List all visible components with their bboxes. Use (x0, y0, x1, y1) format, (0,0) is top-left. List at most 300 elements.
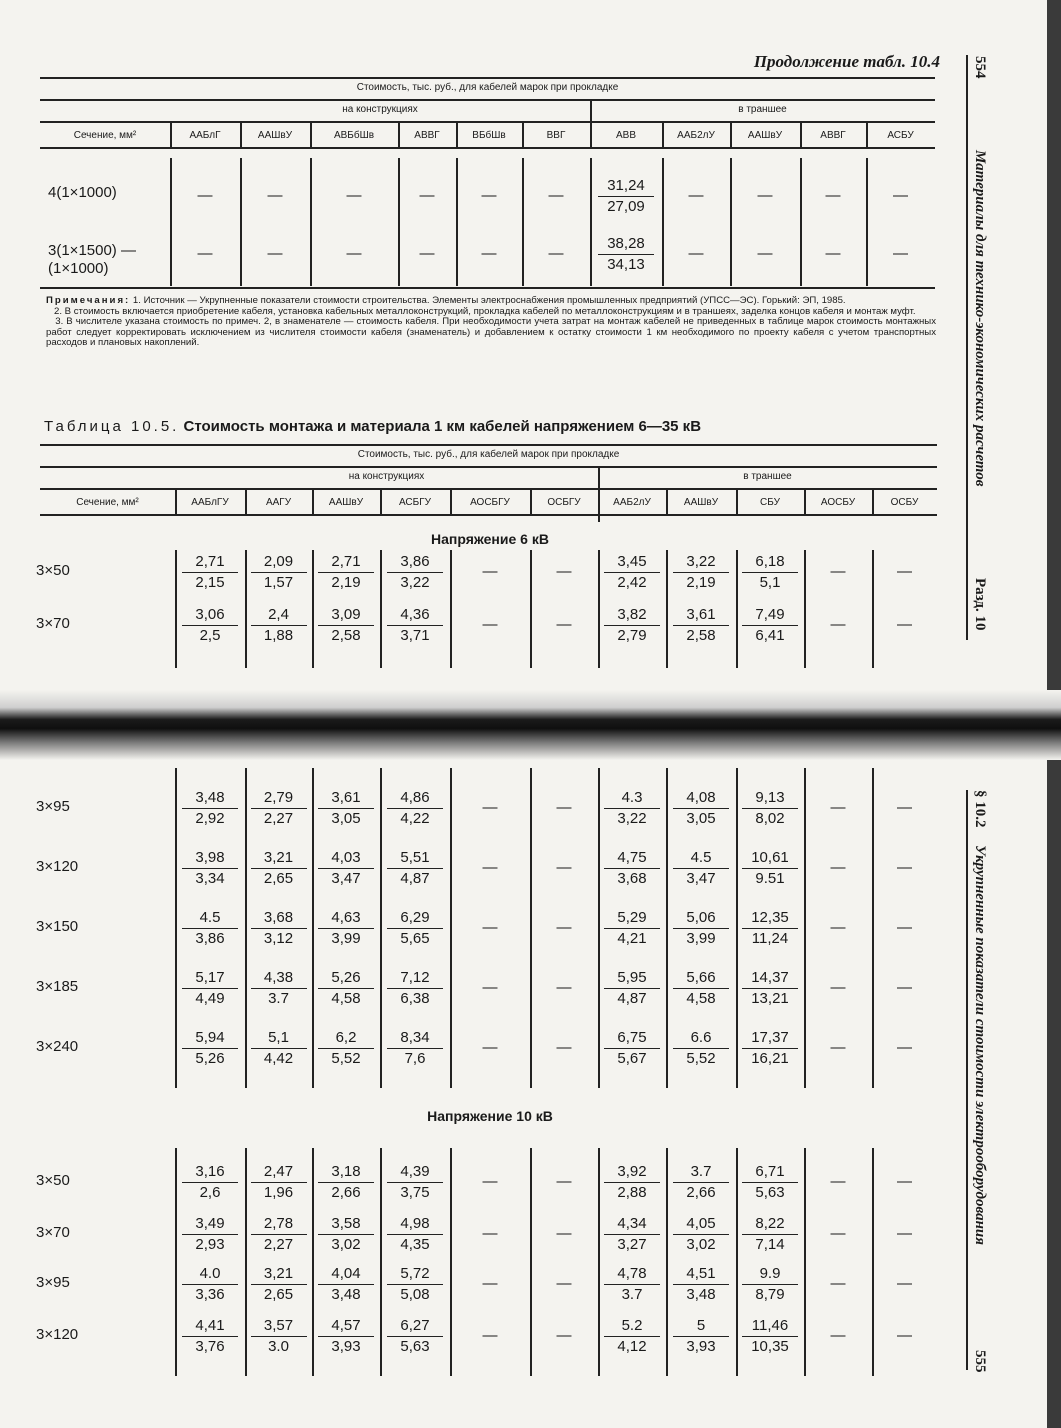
value-fraction (387, 1264, 443, 1305)
table-10-5-title (44, 418, 701, 435)
column-divider (398, 121, 400, 147)
numerator-installed-cost: 3,22 (686, 553, 716, 570)
row-label: 3×70 (36, 615, 70, 632)
column-header: ААГУ (265, 497, 292, 508)
value-fraction (742, 552, 798, 593)
value-fraction (318, 1214, 374, 1255)
denominator-cable-cost: 2,58 (318, 625, 374, 646)
empty-cell-dash: — (482, 799, 498, 816)
denominator-cable-cost: 4,35 (387, 1234, 443, 1255)
empty-cell-dash: — (893, 187, 908, 204)
column-header: ААШвУ (328, 497, 364, 508)
empty-cell-dash: — (897, 1039, 912, 1056)
group-header-trench: в траншее (738, 104, 787, 115)
denominator-cable-cost: 3,86 (182, 928, 238, 949)
empty-cell-dash: — (346, 187, 362, 204)
empty-cell-dash: — (830, 1039, 846, 1056)
denominator-cable-cost: 3,48 (673, 1284, 729, 1305)
empty-cell-dash: — (830, 616, 846, 633)
value-fraction (598, 234, 654, 275)
column-divider (872, 550, 874, 668)
numerator-installed-cost: 4.5 (690, 849, 712, 866)
column-divider (530, 488, 532, 514)
denominator-cable-cost: 2,27 (251, 1234, 307, 1255)
voltage-header-6kv: Напряжение 6 кВ (431, 531, 549, 547)
empty-cell-dash: — (825, 245, 841, 262)
denominator-cable-cost: 4,22 (387, 808, 443, 829)
numerator-installed-cost: 14,37 (751, 969, 789, 986)
empty-cell-dash: — (556, 563, 572, 580)
empty-cell-dash: — (830, 1327, 846, 1344)
empty-cell-dash: — (897, 979, 912, 996)
value-fraction (318, 968, 374, 1009)
value-fraction (182, 848, 238, 889)
value-fraction (604, 1028, 660, 1069)
numerator-installed-cost: 3,18 (331, 1163, 361, 1180)
numerator-installed-cost: 6.6 (690, 1029, 712, 1046)
denominator-cable-cost: 7,6 (387, 1048, 443, 1069)
empty-cell-dash: — (556, 1327, 572, 1344)
sidebar-rule-top (966, 55, 968, 640)
column-divider (175, 768, 177, 1088)
denominator-cable-cost: 5,67 (604, 1048, 660, 1069)
value-fraction (604, 1162, 660, 1203)
denominator-cable-cost: 2,66 (318, 1182, 374, 1203)
value-fraction (673, 968, 729, 1009)
value-fraction (387, 968, 443, 1009)
page-tear-divider (0, 690, 1061, 760)
value-fraction (673, 1316, 729, 1357)
voltage-header-10kv: Напряжение 10 кВ (427, 1108, 553, 1124)
value-fraction (251, 552, 307, 593)
denominator-cable-cost: 3,71 (387, 625, 443, 646)
numerator-installed-cost: 5,06 (686, 909, 716, 926)
table-rule (40, 147, 935, 149)
column-header: АОСБУ (820, 497, 856, 508)
denominator-cable-cost: 3,93 (318, 1336, 374, 1357)
numerator-installed-cost: 4,04 (331, 1265, 361, 1282)
empty-cell-dash: — (548, 245, 564, 262)
empty-cell-dash: — (481, 187, 497, 204)
denominator-cable-cost: 3,76 (182, 1336, 238, 1357)
empty-cell-dash: — (267, 245, 283, 262)
column-divider (866, 121, 868, 147)
empty-cell-dash: — (830, 1173, 846, 1190)
empty-cell-dash: — (830, 859, 846, 876)
column-divider (590, 158, 592, 286)
empty-cell-dash: — (481, 245, 497, 262)
column-divider (590, 99, 592, 147)
numerator-installed-cost: 4,41 (195, 1317, 225, 1334)
column-divider (662, 158, 664, 286)
column-header: ВВГ (546, 130, 566, 141)
denominator-cable-cost: 4,87 (387, 868, 443, 889)
denominator-cable-cost: 6,41 (742, 625, 798, 646)
numerator-installed-cost: 3,57 (263, 1317, 294, 1334)
numerator-installed-cost: 3,49 (195, 1215, 225, 1232)
table-rule (40, 99, 935, 101)
column-divider (736, 768, 738, 1088)
value-fraction (604, 848, 660, 889)
value-fraction (387, 788, 443, 829)
value-fraction (604, 1316, 660, 1357)
empty-cell-dash: — (482, 919, 498, 936)
denominator-cable-cost: 5,63 (742, 1182, 798, 1203)
numerator-installed-cost: 4,78 (617, 1265, 647, 1282)
column-divider (522, 158, 524, 286)
value-fraction (742, 1316, 798, 1357)
value-fraction (182, 1264, 238, 1305)
value-fraction (251, 1028, 307, 1069)
empty-cell-dash: — (482, 563, 498, 580)
empty-cell-dash: — (482, 616, 498, 633)
denominator-cable-cost: 3.7 (604, 1284, 660, 1305)
column-divider (380, 1148, 382, 1376)
table-rule (40, 444, 937, 446)
column-divider (598, 1148, 600, 1376)
empty-cell-dash: — (556, 1173, 572, 1190)
empty-cell-dash: — (482, 979, 498, 996)
value-fraction (742, 605, 798, 646)
value-fraction (387, 848, 443, 889)
column-divider (530, 1148, 532, 1376)
empty-cell-dash: — (830, 563, 846, 580)
row-label: 3×95 (36, 1274, 70, 1291)
value-fraction (251, 968, 307, 1009)
numerator-installed-cost: 7,49 (755, 606, 785, 623)
table-notes (46, 296, 936, 349)
value-fraction (251, 788, 307, 829)
numerator-installed-cost: 3.7 (690, 1163, 712, 1180)
denominator-cable-cost: 3,68 (604, 868, 660, 889)
numerator-installed-cost: 7,12 (400, 969, 430, 986)
value-fraction (318, 1264, 374, 1305)
empty-cell-dash: — (897, 1173, 912, 1190)
value-fraction (387, 1162, 443, 1203)
denominator-cable-cost: 2,92 (182, 808, 238, 829)
value-fraction (673, 605, 729, 646)
value-fraction (251, 1214, 307, 1255)
column-header: АВВГ (414, 130, 440, 141)
numerator-installed-cost: 12,35 (751, 909, 789, 926)
empty-cell-dash: — (897, 799, 912, 816)
value-fraction (251, 1316, 307, 1357)
value-fraction (182, 1316, 238, 1357)
value-fraction (318, 605, 374, 646)
table-rule (40, 514, 937, 516)
numerator-installed-cost: 2,71 (195, 553, 225, 570)
column-divider (662, 121, 664, 147)
row-label: 3×240 (36, 1038, 79, 1055)
denominator-cable-cost: 2,93 (182, 1234, 238, 1255)
column-divider (522, 121, 524, 147)
numerator-installed-cost: 3,82 (617, 606, 647, 623)
numerator-installed-cost: 3,58 (331, 1215, 361, 1232)
continuation-label: Продолжение табл. 10.4 (753, 52, 940, 71)
table-caption-group: Стоимость, тыс. руб., для кабелей марок при прокладке (357, 449, 620, 460)
numerator-installed-cost: 3,48 (195, 789, 225, 806)
table-title-text: Стоимость монтажа и материала 1 км кабелей напряжением 6—35 кВ (183, 418, 702, 435)
column-divider (245, 550, 247, 668)
empty-cell-dash: — (897, 859, 912, 876)
table-rule (40, 77, 935, 79)
numerator-installed-cost: 8,34 (400, 1029, 430, 1046)
numerator-installed-cost: 4,38 (263, 969, 294, 986)
denominator-cable-cost: 2,27 (251, 808, 307, 829)
empty-cell-dash: — (897, 1327, 912, 1344)
empty-cell-dash: — (548, 187, 564, 204)
table-rule (40, 466, 937, 468)
numerator-installed-cost: 5,17 (195, 969, 225, 986)
numerator-installed-cost: 5,66 (686, 969, 716, 986)
empty-cell-dash: — (556, 1039, 572, 1056)
numerator-installed-cost: 3,68 (263, 909, 294, 926)
empty-cell-dash: — (346, 245, 362, 262)
numerator-installed-cost: 9.9 (759, 1265, 781, 1282)
denominator-cable-cost: 3,99 (673, 928, 729, 949)
value-fraction (604, 605, 660, 646)
column-header: ОСБГУ (547, 497, 581, 508)
denominator-cable-cost: 2,5 (182, 625, 238, 646)
numerator-installed-cost: 9,13 (755, 789, 785, 806)
denominator-cable-cost: 3,22 (387, 572, 443, 593)
value-fraction (318, 908, 374, 949)
column-divider (736, 1148, 738, 1376)
numerator-installed-cost: 5,95 (617, 969, 647, 986)
empty-cell-dash: — (197, 187, 213, 204)
denominator-cable-cost: 3,93 (673, 1336, 729, 1357)
numerator-installed-cost: 17,37 (751, 1029, 789, 1046)
value-fraction (742, 968, 798, 1009)
empty-cell-dash: — (830, 979, 846, 996)
row-label: 3(1×1500) — (1×1000) (48, 242, 136, 277)
group-header-constructions: на конструкциях (342, 104, 418, 115)
column-divider (598, 550, 600, 668)
value-fraction (387, 605, 443, 646)
sidebar-rule-bottom (966, 790, 968, 1370)
column-divider (666, 768, 668, 1088)
value-fraction (604, 1264, 660, 1305)
denominator-cable-cost: 4,58 (318, 988, 374, 1009)
note-3: 3. В числителе указана стоимость по примеч. 2, в знаменателе — стоимость кабеля. При необходимости учета затрат на монтаж кабелей не приведенных в таблице марок стоимость монтажных работ следует корректировать исключением из числителя стоимости кабеля (знаменатель) и добавлением к остатку стоимости 1 км необходимого по проекту кабеля с учетом транспортных расходов и плановых накоплений. (46, 316, 936, 348)
group-header-constructions: на конструкциях (348, 471, 425, 482)
column-divider (804, 488, 806, 514)
empty-cell-dash: — (897, 616, 912, 633)
column-header: ВБбШв (472, 130, 506, 141)
column-header: ААБлГ (189, 130, 221, 141)
value-fraction (673, 552, 729, 593)
denominator-cable-cost: 5,52 (673, 1048, 729, 1069)
numerator-installed-cost: 8,22 (755, 1215, 785, 1232)
numerator-installed-cost: 6,71 (755, 1163, 785, 1180)
sidebar-title-bottom: Укрупненные показатели стоимости электрооборудования (972, 845, 988, 1245)
column-divider (398, 158, 400, 286)
numerator-installed-cost: 5,26 (331, 969, 361, 986)
value-fraction (673, 1264, 729, 1305)
column-divider (666, 488, 668, 514)
row-label: 3×185 (36, 978, 79, 995)
denominator-cable-cost: 5,08 (387, 1284, 443, 1305)
denominator-cable-cost: 3,75 (387, 1182, 443, 1203)
numerator-installed-cost: 3,45 (617, 553, 647, 570)
column-divider (666, 1148, 668, 1376)
value-fraction (251, 605, 307, 646)
denominator-cable-cost: 3,36 (182, 1284, 238, 1305)
column-header: ААШвУ (257, 130, 293, 141)
numerator-installed-cost: 4.3 (621, 789, 643, 806)
column-divider (245, 488, 247, 514)
empty-cell-dash: — (897, 1225, 912, 1242)
column-divider (310, 158, 312, 286)
empty-cell-dash: — (482, 1173, 498, 1190)
column-divider (380, 768, 382, 1088)
numerator-installed-cost: 2,47 (263, 1163, 294, 1180)
value-fraction (251, 1162, 307, 1203)
column-divider (736, 488, 738, 514)
denominator-cable-cost: 2,88 (604, 1182, 660, 1203)
column-divider (730, 121, 732, 147)
column-header: АВВГ (820, 130, 846, 141)
empty-cell-dash: — (482, 1039, 498, 1056)
empty-cell-dash: — (556, 1225, 572, 1242)
value-fraction (182, 1028, 238, 1069)
column-divider (872, 488, 874, 514)
column-header: АВБбШв (333, 130, 375, 141)
value-fraction (742, 1214, 798, 1255)
numerator-installed-cost: 4,08 (686, 789, 716, 806)
denominator-cable-cost: 27,09 (598, 196, 654, 217)
value-fraction (742, 908, 798, 949)
column-divider (730, 158, 732, 286)
value-fraction (742, 1264, 798, 1305)
denominator-cable-cost: 7,14 (742, 1234, 798, 1255)
numerator-installed-cost: 5.2 (621, 1317, 643, 1334)
column-divider (450, 768, 452, 1088)
notes-heading: Примечания: (46, 295, 131, 306)
column-divider (598, 768, 600, 1088)
column-divider (866, 158, 868, 286)
column-header: ААБ2лУ (677, 130, 715, 141)
value-fraction (182, 552, 238, 593)
sidebar-section-bottom: § 10.2 (972, 790, 988, 828)
denominator-cable-cost: 5,63 (387, 1336, 443, 1357)
column-divider (175, 550, 177, 668)
column-divider (380, 550, 382, 668)
column-divider (736, 550, 738, 668)
denominator-cable-cost: 2,15 (182, 572, 238, 593)
column-divider (804, 768, 806, 1088)
value-fraction (318, 552, 374, 593)
denominator-cable-cost: 2,19 (673, 572, 729, 593)
empty-cell-dash: — (197, 245, 213, 262)
value-fraction (673, 908, 729, 949)
denominator-cable-cost: 2,66 (673, 1182, 729, 1203)
numerator-installed-cost: 2,79 (263, 789, 294, 806)
value-fraction (673, 848, 729, 889)
empty-cell-dash: — (897, 919, 912, 936)
column-header: АСБГУ (398, 497, 431, 508)
denominator-cable-cost: 6,38 (387, 988, 443, 1009)
numerator-installed-cost: 5,51 (400, 849, 430, 866)
column-divider (175, 488, 177, 514)
empty-cell-dash: — (893, 245, 908, 262)
column-divider (666, 550, 668, 668)
denominator-cable-cost: 2,6 (182, 1182, 238, 1203)
numerator-installed-cost: 4,39 (400, 1163, 430, 1180)
numerator-installed-cost: 6,27 (400, 1317, 430, 1334)
value-fraction (604, 552, 660, 593)
denominator-cable-cost: 3,02 (318, 1234, 374, 1255)
empty-cell-dash: — (556, 979, 572, 996)
empty-cell-dash: — (482, 1327, 498, 1344)
column-header-section: Сечение, мм² (73, 130, 137, 141)
empty-cell-dash: — (757, 245, 773, 262)
column-divider (456, 121, 458, 147)
group-header-trench: в траншее (743, 471, 792, 482)
column-header: СБУ (760, 497, 780, 508)
column-divider (530, 550, 532, 668)
column-divider (456, 158, 458, 286)
value-fraction (604, 908, 660, 949)
denominator-cable-cost: 3,05 (673, 808, 729, 829)
denominator-cable-cost: 1,88 (251, 625, 307, 646)
denominator-cable-cost: 3,34 (182, 868, 238, 889)
column-divider (312, 488, 314, 514)
column-header: ААШвУ (683, 497, 719, 508)
denominator-cable-cost: 3.7 (251, 988, 307, 1009)
empty-cell-dash: — (830, 919, 846, 936)
numerator-installed-cost: 38,28 (607, 235, 645, 252)
numerator-installed-cost: 6,2 (335, 1029, 357, 1046)
denominator-cable-cost: 10,35 (742, 1336, 798, 1357)
numerator-installed-cost: 4,75 (617, 849, 647, 866)
empty-cell-dash: — (556, 616, 572, 633)
denominator-cable-cost: 11,24 (742, 928, 798, 949)
column-divider (312, 768, 314, 1088)
row-label: 4(1×1000) (48, 184, 117, 201)
denominator-cable-cost: 5,26 (182, 1048, 238, 1069)
table-number: Таблица 10.5. (44, 418, 180, 435)
value-fraction (387, 1316, 443, 1357)
numerator-installed-cost: 5,1 (268, 1029, 289, 1046)
numerator-installed-cost: 6,18 (755, 553, 785, 570)
denominator-cable-cost: 1,57 (251, 572, 307, 593)
column-divider (598, 466, 600, 522)
numerator-installed-cost: 3,21 (263, 849, 294, 866)
denominator-cable-cost: 8,79 (742, 1284, 798, 1305)
numerator-installed-cost: 4,34 (617, 1215, 647, 1232)
denominator-cable-cost: 8,02 (742, 808, 798, 829)
column-header-section: Сечение, мм² (76, 497, 139, 508)
row-label: 3×120 (36, 858, 79, 875)
denominator-cable-cost: 9.51 (742, 868, 798, 889)
row-label: 3×95 (36, 798, 70, 815)
numerator-installed-cost: 4,98 (400, 1215, 430, 1232)
column-divider (175, 1148, 177, 1376)
row-label: 3×50 (36, 562, 70, 579)
column-divider (800, 158, 802, 286)
denominator-cable-cost: 34,13 (598, 254, 654, 275)
numerator-installed-cost: 4,05 (686, 1215, 716, 1232)
empty-cell-dash: — (556, 919, 572, 936)
column-divider (170, 121, 172, 147)
sidebar-section-top: Разд. 10 (972, 578, 988, 631)
row-label: 3×150 (36, 918, 79, 935)
column-divider (450, 488, 452, 514)
numerator-installed-cost: 5,29 (617, 909, 647, 926)
denominator-cable-cost: 3,05 (318, 808, 374, 829)
numerator-installed-cost: 4.5 (199, 909, 221, 926)
